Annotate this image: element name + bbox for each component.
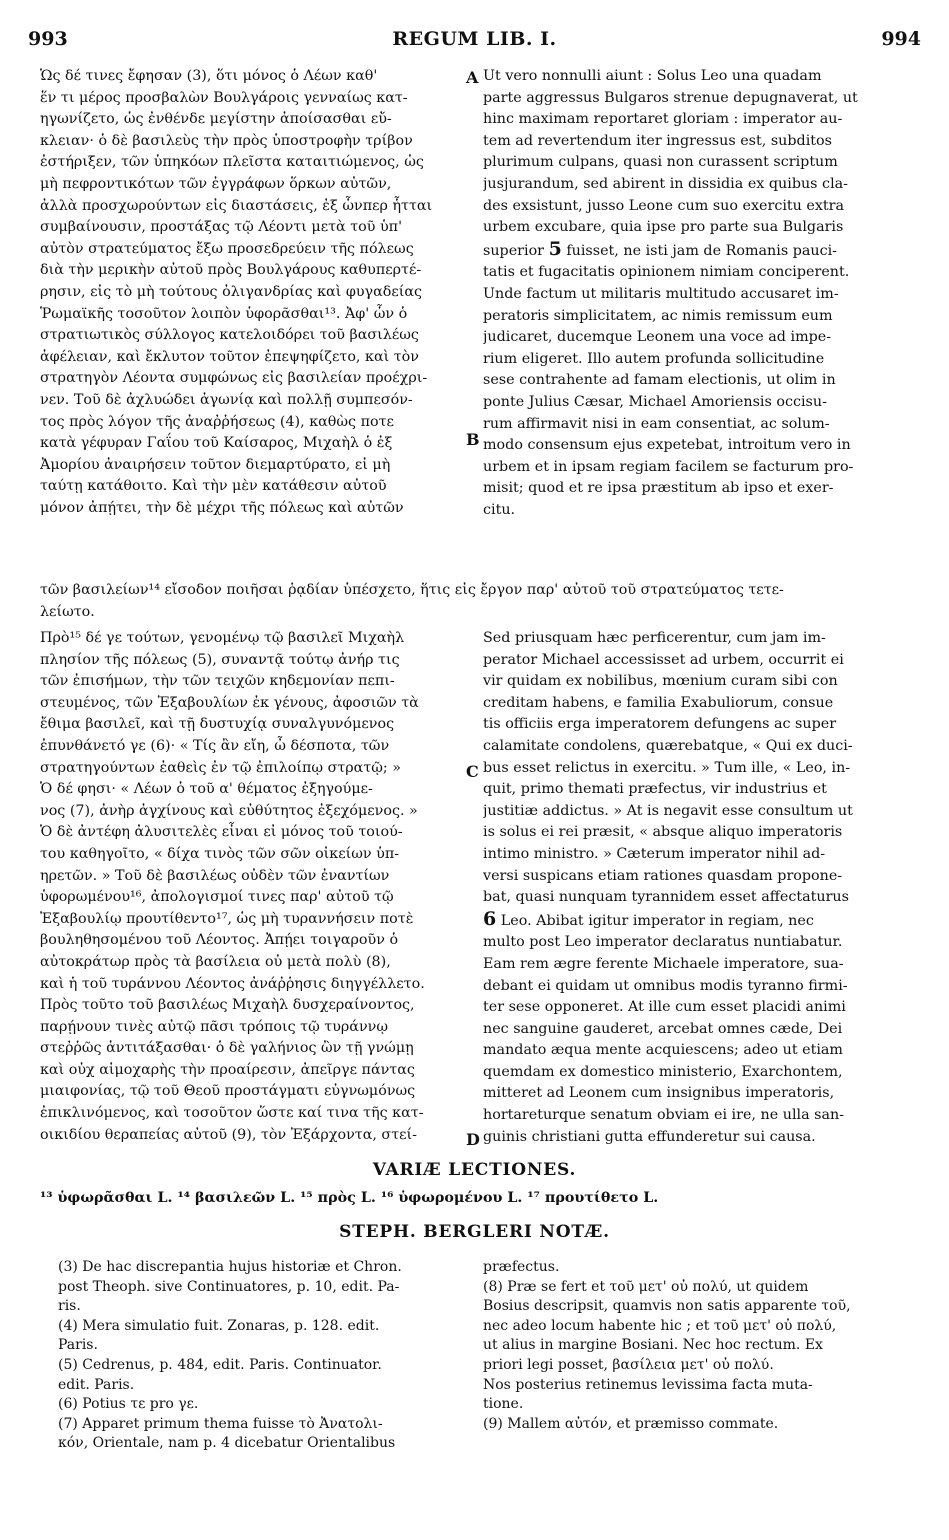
- note-line: (4) Mera simulatio fuit. Zonaras, p. 128. edit.: [58, 1317, 380, 1334]
- greek-line: ἐπυνθάνετό γε (6)· « Τίς ἂν εἴη, ὦ δέσποτα, τῶν: [40, 737, 390, 754]
- page-number-left: 993: [28, 28, 68, 50]
- notes-right-column: [483, 1258, 921, 1434]
- greek-line: Ὁ δέ φησι· « Λέων ὁ τοῦ α' θέματος ἐξηγούμε-: [40, 781, 373, 798]
- greek-line: καὶ ἡ τοῦ τυράννου Λέοντος ἀνάῤῥησις διηγγέλλετο.: [40, 975, 425, 992]
- greek-line: Ῥωμαϊκῆς τοσοῦτον λοιπὸν ὑφορᾶσθαι¹³. Ἀφ' ὧν ὁ: [40, 305, 408, 322]
- note-line: (8) Præ se fert et τοῦ μετ' οὐ πολύ, ut quidem: [483, 1278, 809, 1295]
- latin-line: multo post Leo imperator declaratus nuntiabatur.: [483, 934, 843, 951]
- greek-line: Πρὸ¹⁵ δέ γε τούτων, γενομένῳ τῷ βασιλεῖ Μιχαὴλ: [40, 630, 405, 646]
- latin-line: [483, 909, 921, 933]
- latin-column-top: [483, 66, 921, 521]
- latin-line: hinc maximam reportaret gloriam : imperator au-: [483, 111, 843, 128]
- greek-line: ηρετῶν. » Τοῦ δὲ βασιλέως οὐδὲν τῶν ἐναντίων: [40, 867, 390, 884]
- greek-line: στευμένος, τῶν Ἐξαβουλίων ἐκ γένους, ἀφοσιῶν τὰ: [40, 694, 419, 711]
- latin-column-mid: [483, 628, 921, 1148]
- latin-line: justitiæ addictus. » At is negavit esse consultum ut: [483, 802, 853, 819]
- section-number-6: 6: [483, 907, 497, 930]
- greek-full-width: [40, 580, 920, 623]
- margin-letter-c: C: [466, 762, 479, 781]
- note-line: (5) Cedrenus, p. 484, edit. Paris. Continuator.: [58, 1356, 382, 1373]
- greek-line: λείωτο.: [40, 603, 95, 620]
- greek-line: στρατιωτικὸς σύλλογος κατελοιδόρει τοῦ βασιλέως: [40, 327, 419, 344]
- greek-line: Ὡς δέ τινες ἔφησαν (3), ὅτι μόνος ὁ Λέων καθ': [40, 68, 378, 84]
- latin-line: parte aggressus Bulgaros strenue depugnaverat, ut: [483, 89, 858, 106]
- latin-line: intimo ministro. » Cæterum imperator nihil ad-: [483, 845, 826, 862]
- greek-line: ἐπικλινόμενος, καὶ τοσοῦτον ὥστε καί τινα τῆς κατ-: [40, 1105, 424, 1122]
- greek-line: διὰ τὴν μερικὴν αὐτοῦ πρὸς Βουλγάρους καθυπερτέ-: [40, 262, 422, 279]
- greek-line: βουληθησομένου τοῦ Λέοντος. Ἀπῄει τοιγαροῦν ὁ: [40, 932, 399, 949]
- note-line: (3) De hac discrepantia hujus historiæ et Chron.: [58, 1259, 402, 1275]
- variae-lectiones-title: VARIÆ LECTIONES.: [372, 1160, 577, 1180]
- latin-line: hortareturque senatum obviam ei ire, ne ulla san-: [483, 1107, 845, 1124]
- greek-line: τῶν βασιλείων¹⁴ εἴσοδον ποιῆσαι ῥᾳδίαν ὑπέσχετο, ἥτις εἰς ἔργον παρ' αὐτοῦ τοῦ στρατεύματος τετε-: [40, 582, 784, 598]
- greek-line: ηγωνίζετο, ὡς ἐνθένδε μεγίστην ἀποίσασθαι εὔ-: [40, 111, 392, 128]
- greek-line: ἕν τι μέρος προσβαλὼν Βουλγάροις γενναίως κατ-: [40, 89, 408, 106]
- note-line: edit. Paris.: [58, 1376, 135, 1393]
- latin-line: mitteret ad Leonem cum insignibus imperatoris,: [483, 1085, 835, 1102]
- greek-line: αὐτοκράτωρ πρὸς τὰ βασίλεια οὐ μετὰ πολὺ (8),: [40, 953, 391, 970]
- greek-line: ἔθιμα βασιλεῖ, καὶ τῇ δυστυχίᾳ συναλγυνόμενος: [40, 716, 395, 733]
- latin-line: misit; quod et re ipsa præstitum ab ipso et exer-: [483, 480, 834, 497]
- greek-line: ὑφορωμένου¹⁶, ἀπολογισμοί τινες παρ' αὐτοῦ τῷ: [40, 889, 394, 906]
- latin-line: rium eligeret. Illo autem profunda sollicitudine: [483, 350, 825, 367]
- greek-line: Ἐξαβουλίῳ προυτίθεντο¹⁷, ὡς μὴ τυραννήσειν ποτὲ: [40, 910, 414, 927]
- latin-line: peratoris simplicitatem, ac nimis remissum eum: [483, 307, 833, 324]
- greek-column-mid: [40, 628, 465, 1146]
- note-line: (6) Potius τε pro γε.: [58, 1396, 199, 1413]
- greek-line: αὐτὸν στρατεύματος ἔξω προσεδρεύειν τῆς πόλεως: [40, 240, 414, 257]
- latin-line: mandato æqua mente acquiescens; adeo ut etiam: [483, 1042, 843, 1059]
- note-line: Paris.: [58, 1337, 98, 1354]
- latin-line: Sed priusquam hæc perficerentur, cum jam im-: [483, 630, 826, 646]
- latin-line: is solus ei rei præsit, « absque aliquo imperatoris: [483, 824, 843, 841]
- latin-line: quemdam ex domestico ministerio, Exarchontem,: [483, 1063, 843, 1080]
- note-line: Bosius descripsit, quamvis non satis apparente τοῦ,: [483, 1298, 851, 1315]
- latin-line: tem ad revertendum iter ingressus est, subditos: [483, 132, 832, 149]
- latin-line: bat, quasi nunquam tyrannidem esset affectaturus: [483, 889, 849, 906]
- note-line: tione.: [483, 1396, 524, 1413]
- latin-line: sese contrahente ad famam electionis, ut olim in: [483, 372, 836, 389]
- note-line: præfectus.: [483, 1259, 560, 1275]
- greek-line: στρατηγὸν Λέοντα συμφώνως εἰς βασιλείαν προέχρι-: [40, 370, 428, 387]
- greek-line: ρησιν, εἰς τὸ μὴ τούτους ὀλιγανδρίας καὶ φυγαδείας: [40, 283, 423, 300]
- latin-line-part: Leo. Abibat igitur imperator in regiam, nec: [496, 912, 814, 929]
- running-title: REGUM LIB. I.: [392, 28, 557, 50]
- note-line: ris.: [58, 1298, 81, 1315]
- greek-line: παρῄνουν τινὲς αὐτῷ πᾶσι τρόποις τῷ τυράννῳ: [40, 1018, 388, 1035]
- note-line: κόν, Orientale, nam p. 4 dicebatur Orientalibus: [58, 1435, 396, 1452]
- latin-line: citu.: [483, 501, 516, 518]
- margin-letter-a: A: [466, 68, 479, 87]
- notes-left-column: [58, 1258, 468, 1454]
- greek-line: ταύτῃ κατάθοιτο. Καὶ τὴν μὲν κατάθεσιν αὐτοῦ: [40, 478, 387, 495]
- greek-line: στρατηγούντων ἐαθεὶς ἐν τῷ ἐπιλοίπῳ στρατῷ; »: [40, 759, 402, 776]
- latin-line: urbem et in ipsam regiam facilem se facturum pro-: [483, 458, 854, 475]
- page-header: [28, 28, 921, 58]
- latin-line: debant ei quidam ut omnibus modis tyranno firmi-: [483, 977, 848, 994]
- latin-line: plurimum culpans, quasi non curassent scriptum: [483, 154, 838, 171]
- latin-line-part: superior: [483, 242, 549, 259]
- greek-line: στεῤῥῶς ἀντιτάξασθαι· ὁ δὲ γαλήνιος ὢν τῇ γνώμῃ: [40, 1040, 414, 1057]
- latin-line: quit, primo themati præfectus, vir industrius et: [483, 781, 827, 798]
- greek-line: ἐστήριξεν, τῶν ὑπηκόων πλεῖστα καταιτιώμενος, ὡς: [40, 154, 424, 171]
- latin-line: [483, 239, 921, 263]
- greek-line: τος πρὸς λόγον τῆς ἀναῤῥήσεως (4), καθὼς ποτε: [40, 413, 394, 430]
- greek-line: ἀλλὰ προσχωρούντων εἰς διαστάσεις, ἐξ ὧνπερ ἧτται: [40, 197, 433, 214]
- latin-line: versi suspicans etiam rationes quasdam propone-: [483, 867, 843, 884]
- latin-line: nec sanguine gauderet, arcebat omnes cæde, Dei: [483, 1020, 843, 1037]
- note-line: (9) Mallem αὐτόν, et præmisso commate.: [483, 1415, 779, 1432]
- greek-column-top: [40, 66, 465, 519]
- note-line: post Theoph. sive Continuatores, p. 10, edit. Pa-: [58, 1278, 400, 1295]
- latin-line: ponte Julius Cæsar, Michael Amoriensis occisu-: [483, 393, 827, 410]
- greek-line: πλησίον τῆς πόλεως (5), συναντᾷ τούτῳ ἀνήρ τις: [40, 651, 400, 668]
- greek-line: νεν. Τοῦ δὲ ἀχλυώδει ἀγωνίᾳ καὶ πολλῇ συμπεσόν-: [40, 391, 413, 408]
- latin-line: ter sese opponeret. At ille cum esset placidi animi: [483, 999, 846, 1016]
- greek-line: κατὰ γέφυραν Γαΐου τοῦ Καίσαρος, Μιχαὴλ ὁ ἐξ: [40, 435, 393, 452]
- notes-title: STEPH. BERGLERI NOTÆ.: [339, 1222, 610, 1242]
- greek-line: Πρὸς τοῦτο τοῦ βασιλέως Μιχαὴλ δυσχεραίνοντος,: [40, 997, 415, 1014]
- greek-line: του καθηγοῖτο, « δίχα τινὸς τῶν σῶν οἰκείων ὑπ-: [40, 845, 400, 862]
- latin-line: tis officiis erga imperatorem defungens ac super: [483, 716, 837, 733]
- latin-line: perator Michael accessisset ad urbem, occurrit ei: [483, 651, 844, 668]
- variae-lectiones: ¹³ ὑφωρᾶσθαι L. ¹⁴ βασιλεῶν L. ¹⁵ πρὸς L. ¹⁶ ὑφωρομένου L. ¹⁷ προυτίθετο L.: [40, 1190, 659, 1206]
- greek-line: μιαιφονίας, τῷ τοῦ Θεοῦ προστάγματι εὐγνωμόνως: [40, 1083, 416, 1100]
- greek-line: κλειαν· ὁ δὲ βασιλεὺς τὴν πρὸς ὑποστροφὴν τρίβον: [40, 132, 413, 149]
- latin-line: guinis christiani gutta effunderetur sui causa.: [483, 1128, 816, 1145]
- greek-line: οικιδίου θεραπείας αὐτοῦ (9), τὸν Ἐξάρχοντα, στεί-: [40, 1126, 417, 1143]
- greek-line: τῶν ἐπισήμων, τὴν τῶν τειχῶν κηδεμονίαν πεπι-: [40, 673, 395, 690]
- greek-line: συμβαίνουσιν, προστάξας τῷ Λέοντι μετὰ τοῦ ὑπ': [40, 219, 402, 236]
- section-number-5: 5: [548, 237, 562, 260]
- latin-line: calamitate condolens, quærebatque, « Qui ex duci-: [483, 737, 853, 754]
- note-line: ut alius in margine Bosiani. Nec hoc rectum. Ex: [483, 1337, 823, 1354]
- note-line: (7) Apparet primum thema fuisse τὸ Ἀνατολι-: [58, 1415, 383, 1432]
- greek-line: Ἀμορίου ἀναιρήσειν τοῦτον διεμαρτύρατο, εἰ μὴ: [40, 456, 391, 473]
- latin-line: Ut vero nonnulli aiunt : Solus Leo una quadam: [483, 68, 822, 84]
- greek-line: καὶ οὐχ αἱμοχαρὴς τὴν προαίρεσιν, ἀπεῖργε πάντας: [40, 1061, 415, 1078]
- latin-line: creditam habens, e familia Exabuliorum, consue: [483, 694, 834, 711]
- greek-line: ἀφέλειαν, καὶ ἔκλυτον τοῦτον ἐπεψηφίζετο, καὶ τὸν: [40, 348, 419, 365]
- greek-line: μόνον ἀπῄτει, τὴν δὲ μέχρι τῆς πόλεως καὶ αὐτῶν: [40, 499, 404, 516]
- latin-line: vir quidam ex nobilibus, mœnium curam sibi con: [483, 673, 838, 690]
- latin-line: modo consensum ejus expetebat, introitum vero in: [483, 437, 851, 454]
- note-line: nec adeo locum habente hic ; et τοῦ μετ' οὐ πολύ,: [483, 1317, 837, 1334]
- greek-line: Ὁ δὲ ἀντέφη ἀλυσιτελὲς εἶναι εἰ μόνος τοῦ τοιού-: [40, 824, 403, 841]
- greek-line: νος (7), ἀνὴρ ἀγχίνους καὶ εὐθύτητος ἐξεχόμενος. »: [40, 802, 418, 819]
- latin-line: tatis et fugacitatis opinionem nimiam conciperent.: [483, 264, 850, 281]
- latin-line: jusjurandum, sed abirent in dissidia ex quibus cla-: [483, 175, 848, 192]
- latin-line: urbem excubare, quia ipse pro parte sua Bulgaris: [483, 219, 844, 236]
- margin-letter-d: D: [466, 1130, 480, 1149]
- note-line: priori legi posset, βασίλεια μετ' οὐ πολύ.: [483, 1356, 774, 1373]
- latin-line: Unde factum ut militaris multitudo accusaret im-: [483, 285, 839, 302]
- page-number-right: 994: [881, 28, 921, 50]
- margin-letter-b: B: [466, 430, 480, 449]
- note-line: Nos posterius retinemus levissima facta muta-: [483, 1376, 813, 1393]
- latin-line: rum affirmavit nisi in eam consentiat, ac solum-: [483, 415, 830, 432]
- latin-line: des exsistunt, jusso Leone cum suo exercitu extra: [483, 197, 845, 214]
- latin-line: judicaret, ducemque Leonem una voce ad impe-: [483, 329, 832, 346]
- latin-line: bus esset relictus in exercitu. » Tum ille, « Leo, in-: [483, 759, 851, 776]
- latin-line-part: fuisset, ne isti jam de Romanis pauci-: [561, 242, 837, 259]
- latin-line: Eam rem ægre ferente Michaele imperatore, sua-: [483, 955, 844, 972]
- greek-line: μὴ πεφροντικότων τῶν ἐγγράφων ὅρκων αὐτῶν,: [40, 175, 392, 192]
